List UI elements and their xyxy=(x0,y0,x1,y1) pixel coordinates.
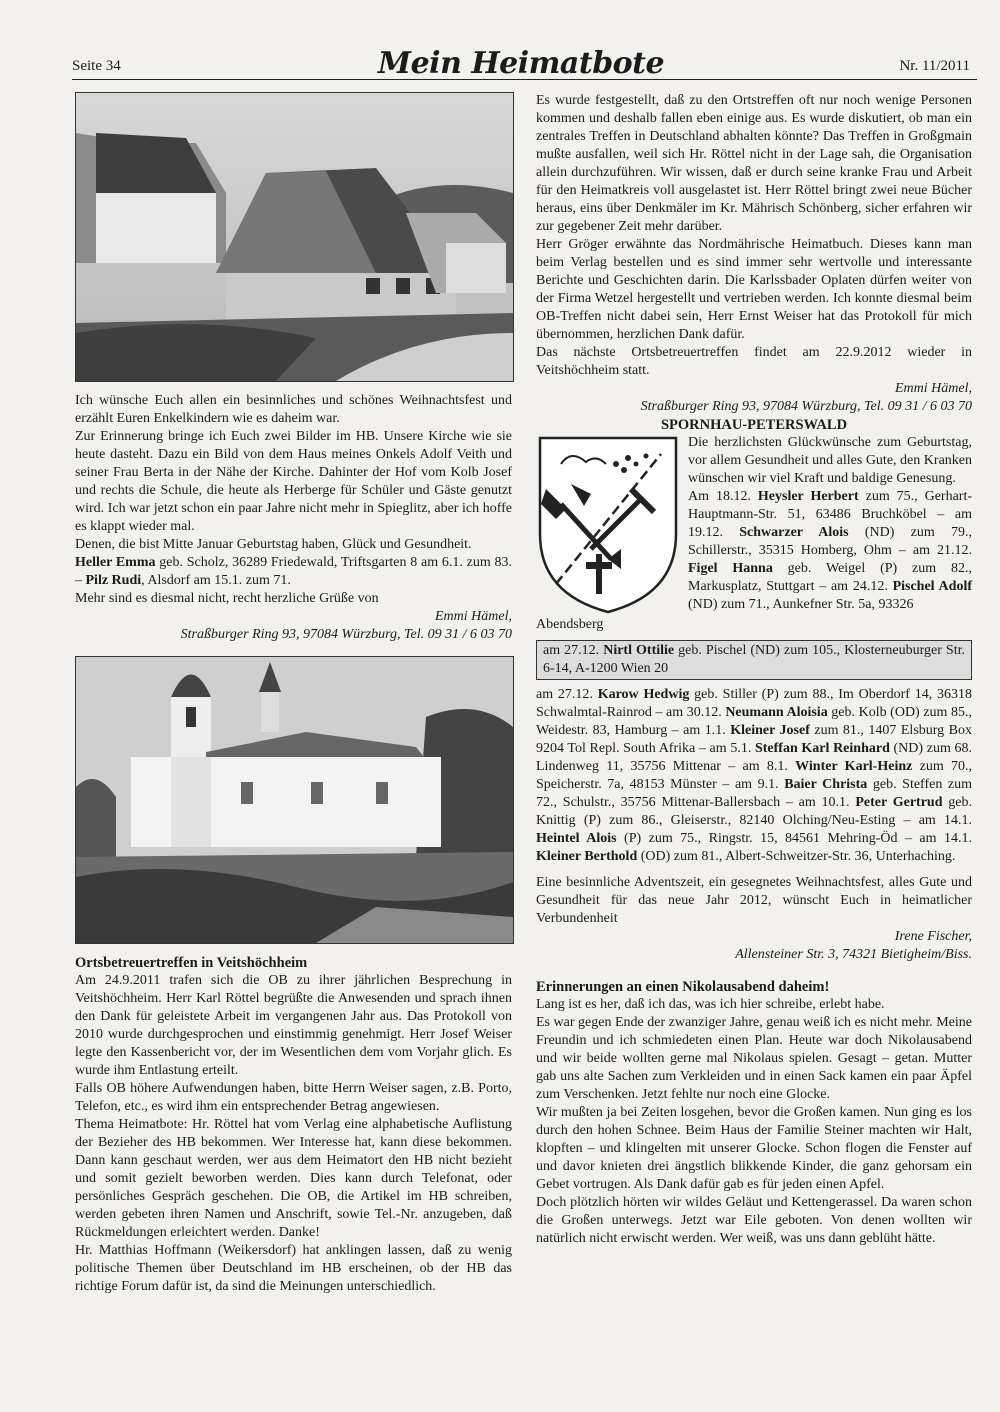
article-paragraph: Herr Gröger erwähnte das Nordmährische Heimatbuch. Dieses kann man beim Verlag bestellen und es sind immer sehr wertvolle und interessante Berichte und Geschichten darin. Die Karlssbader Oplaten dürfen weiter von der Firma Wetzel hergestellt und vertrieben werden. Ich konnte diesmal beim OB-Treffen nicht dabei sein, Herr Ernst Weiser hat das Protokoll für mich übernommen, herzlichen Dank dafür. xyxy=(536,237,972,342)
page-number: Seite 34 xyxy=(72,58,121,74)
birthday-name: Steffan Karl Reinhard xyxy=(754,741,890,756)
highlight-box: am 27.12. Nirtl Ottilie geb. Pischel (ND) zum 105., Klosterneuburger Str. 6-14, A-1200 Wien 20 xyxy=(536,640,972,680)
signature-address: Allensteiner Str. 3, 74321 Bietigheim/Biss. xyxy=(735,947,972,962)
left-column xyxy=(75,92,512,1296)
birthday-name: Neumann Aloisia xyxy=(725,705,828,720)
birthday-list: Am 18.12. Heysler Herbert zum 75., Gerhart-Hauptmann-Str. 51, 63486 Bruchköbel – am 19.12. Schwarzer Alois (ND) zum 79., Schillerstr., 35315 Homberg, Ohm – am 21.12. Figel Hanna geb. Weigel (P) zum 82., Markusplatz, Stuttgart – am 24.12. Pischel Adolf (ND) zum 71., Aunkefner Str. 5a, 93326 xyxy=(688,489,973,612)
article-paragraph: Hr. Matthias Hoffmann (Weikersdorf) hat anklingen lassen, daß zu wenig politische Themen über Deutschland im HB erscheinen, ob der HB das richtige Forum dafür ist, da sind die Meinungen unterschiedlich. xyxy=(75,1243,512,1294)
signature-name: Irene Fischer, xyxy=(894,929,972,944)
birthday-name: Nirtl Ottilie xyxy=(603,643,675,658)
article-heading: Erinnerungen an einen Nikolausabend daheim! xyxy=(536,979,830,995)
birthday-name: Heysler Herbert xyxy=(757,489,859,504)
birthday-name: Pischel Adolf xyxy=(892,579,972,594)
article-heading: Ortsbetreuertreffen in Veitshöchheim xyxy=(75,955,308,971)
article-paragraph: Wir mußten ja bei Zeiten losgehen, bevor die Großen kamen. Nun ging es los durch den hohen Schnee. Beim Haus der Familie Steiner machten wir Halt, klopften – und klingelten mit unserer Glocke. Schon flogen die Fenster auf und davor knieten drei ängstlich blikkende Kinder, die ganz gehorsam ein Gebet vortrugen. Als Dank dafür gab es für jeden einen Apfel. xyxy=(536,1105,972,1192)
greeting-text: Ich wünsche Euch allen ein besinnliches und schönes Weihnachtsfest und erzählt Euren Enkelkindern wie es daheim war. xyxy=(75,393,512,426)
birthday-name: Kleiner Berthold xyxy=(536,849,638,864)
article-paragraph: Thema Heimatbote: Hr. Röttel hat vom Verlag eine alphabetische Auflistung der Bezieher des HB bekommen. Wer Interesse hat, kann diese bekommen. Dann kann geschaut werden, wer aus dem Heimatort den HB nicht bezieht und somit gezielt beworben werden. Dies kann durch Telefonat, oder persönliches Gespräch geschehen. Die OB, die Artikel im HB schreiben, werden gebeten ihren Namen und Anschrift, sowie Tel.-Nr. anzugeben, daß Rückmeldungen erleichtert werden. Danke! xyxy=(75,1117,512,1240)
header-rule xyxy=(72,79,977,80)
signature-name: Emmi Hämel, xyxy=(895,381,972,396)
church-photo xyxy=(75,656,514,944)
issue-number: Nr. 11/2011 xyxy=(899,58,970,74)
birthday-list-cont: Abendsberg xyxy=(536,617,604,632)
birthday-name: Karow Hedwig xyxy=(597,687,690,702)
coat-of-arms-icon xyxy=(536,434,680,616)
birthday-list: Heller Emma geb. Scholz, 36289 Friedewald, Triftsgarten 8 am 6.1. zum 83. – Pilz Rudi, Alsdorf am 15.1. zum 71. xyxy=(75,555,512,588)
article-paragraph: Falls OB höhere Aufwendungen haben, bitte Herrn Weiser sagen, z.B. Porto, Telefon, etc., es wird ihm ein entsprechender Betrag angewiesen. xyxy=(75,1081,512,1114)
signature-address: Straßburger Ring 93, 97084 Würzburg, Tel. 09 31 / 6 03 70 xyxy=(180,627,512,642)
birthday-list: am 27.12. Karow Hedwig geb. Stiller (P) zum 88., Im Oberdorf 14, 36318 Schwalmtal-Rainrod – am 30.12. Neumann Aloisia geb. Kolb (OD) zum 85., Weidestr. 83, Hamburg – am 1.1. Kleiner Josef zum 81., 1407 Elsburg Box 9204 Tol Repl. South Afrika – am 5.1. Steffan Karl Reinhard (ND) zum 68. Lindenweg 11, 35756 Mittenar – am 8.1. Winter Karl-Heinz zum 70., Speicherstr. 7a, 48153 Münster – am 9.1. Baier Christa geb. Steffen zum 72., Schulstr., 35756 Mittenar-Ballersbach – am 10.1. Peter Gertrud geb. Knittig (P) zum 86., Gleiserstr., 82140 Olching/Neu-Esting – am 14.1. Heintel Alois (P) zum 75., Ringstr. 15, 84561 Mehring-Öd – am 14.1. Kleiner Berthold (OD) zum 81., Albert-Schweitzer-Str. 36, Unterhaching. xyxy=(536,687,973,864)
photo-description: Zur Erinnerung bringe ich Euch zwei Bilder im HB. Unsere Kirche wie sie heute dasteht. Dazu ein Bild von dem Haus meines Onkels Adolf Veith und seiner Frau Berta in der Nähe der Kirche. Dahinter der Hof vom Kolb Josef und rechts die Schule, die heute als Herberge für Schüler und Gäste genutzt wird. Ich war jetzt schon ein paar Jahre nicht mehr in Spieglitz, aber ich hoffe es klappt wieder mal. xyxy=(75,429,512,534)
section-title: SPORNHAU-PETERSWALD xyxy=(660,417,848,433)
birthday-name: Winter Karl-Heinz xyxy=(795,759,913,774)
article-paragraph: Lang ist es her, daß ich das, was ich hier schreibe, erlebt habe. xyxy=(536,997,885,1012)
article-paragraph: Das nächste Ortsbetreuertreffen findet am 22.9.2012 wieder in Veitshöchheim statt. xyxy=(536,345,972,378)
birthday-wish: Denen, die bist Mitte Januar Geburtstag haben, Glück und Gesundheit. xyxy=(75,537,472,552)
signature-name: Emmi Hämel, xyxy=(435,609,512,624)
masthead-logo: Mein Heimatbote xyxy=(377,46,665,81)
birthday-name: Peter Gertrud xyxy=(855,795,943,810)
birthday-name: Heller Emma xyxy=(75,555,156,570)
closing-text: Mehr sind es diesmal nicht, recht herzliche Grüße von xyxy=(75,591,379,606)
page-header xyxy=(72,46,970,82)
article-paragraph: Es war gegen Ende der zwanziger Jahre, genau weiß ich es nicht mehr. Meine Freundin und ich schmiedeten einen Plan. Heute war doch Nikolausabend und wir beide wollten gerne mal Nikolaus spielen. Gesagt – getan. Mutter gab uns alte Sachen zum Verkleiden und in einen Sack kamen ein paar Äpfel zum Verschenken. Jetzt fehlte nur noch eine Glocke. xyxy=(536,1015,972,1102)
birthday-name: Kleiner Josef xyxy=(730,723,810,738)
birthday-name: Schwarzer Alois xyxy=(739,525,849,540)
greeting-text: Die herzlichsten Glückwünsche zum Geburtstag, vor allem Gesundheit und alles Gute, den Kranken wünschen wir viel Kraft und baldige Genesung. xyxy=(688,435,972,486)
house-photo xyxy=(75,92,514,382)
right-column xyxy=(536,92,972,1248)
birthday-name: Heintel Alois xyxy=(536,831,617,846)
birthday-name: Figel Hanna xyxy=(688,561,773,576)
article-paragraph: Doch plötzlich hörten wir wildes Geläut und Kettengerassel. Da waren schon die Großen unterwegs. Jetzt war Eile geboten. Von denen wollten wir natürlich nicht erwischt werden. Wer weiß, was uns dann geblüht hätte. xyxy=(536,1195,972,1246)
article-paragraph: Es wurde festgestellt, daß zu den Ortstreffen oft nur noch wenige Personen kommen und deshalb fallen eben einige aus. Es wurde diskutiert, ob man ein zentrales Treffen in Deutschland abhalten könnte? Das Treffen in Großgmain mußte ausfallen, weil sich Hr. Röttel nicht in der Lage sah, die Organisation allein durchzuführen. Wir wissen, daß er durch seine kranke Frau und Arbeit für den Heimatkreis voll ausgelastet ist. Herr Röttel bringt zwei neue Bücher heraus, eins über Denkmäler im Kr. Mährisch Schönberg, sicher erfahren wir zur gegebener Zeit mehr darüber. xyxy=(536,93,972,234)
closing-text: Eine besinnliche Adventszeit, ein gesegnetes Weihnachtsfest, alles Gute und Gesundheit für das neue Jahr 2012, wünscht Euch in heimatlicher Verbundenheit xyxy=(536,875,972,926)
birthday-name: Pilz Rudi xyxy=(85,573,142,588)
article-paragraph: Am 24.9.2011 trafen sich die OB zu ihrer jährlichen Besprechung in Veitshöchheim. Herr Karl Röttel begrüßte die Anwesenden und sprach ihnen den Dank für geleistete Arbeit im vergangenen Jahr aus. Das Protokoll von 2010 wurde durchgesprochen und einstimmig genehmigt. Herr Josef Weiser legte den Kassenbericht vor, der im Wesentlichen dem vom Vorjahr glich. Es wurde ihm Entlastung erteilt. xyxy=(75,973,512,1078)
birthday-name: Baier Christa xyxy=(784,777,868,792)
signature-address: Straßburger Ring 93, 97084 Würzburg, Tel. 09 31 / 6 03 70 xyxy=(640,399,972,414)
